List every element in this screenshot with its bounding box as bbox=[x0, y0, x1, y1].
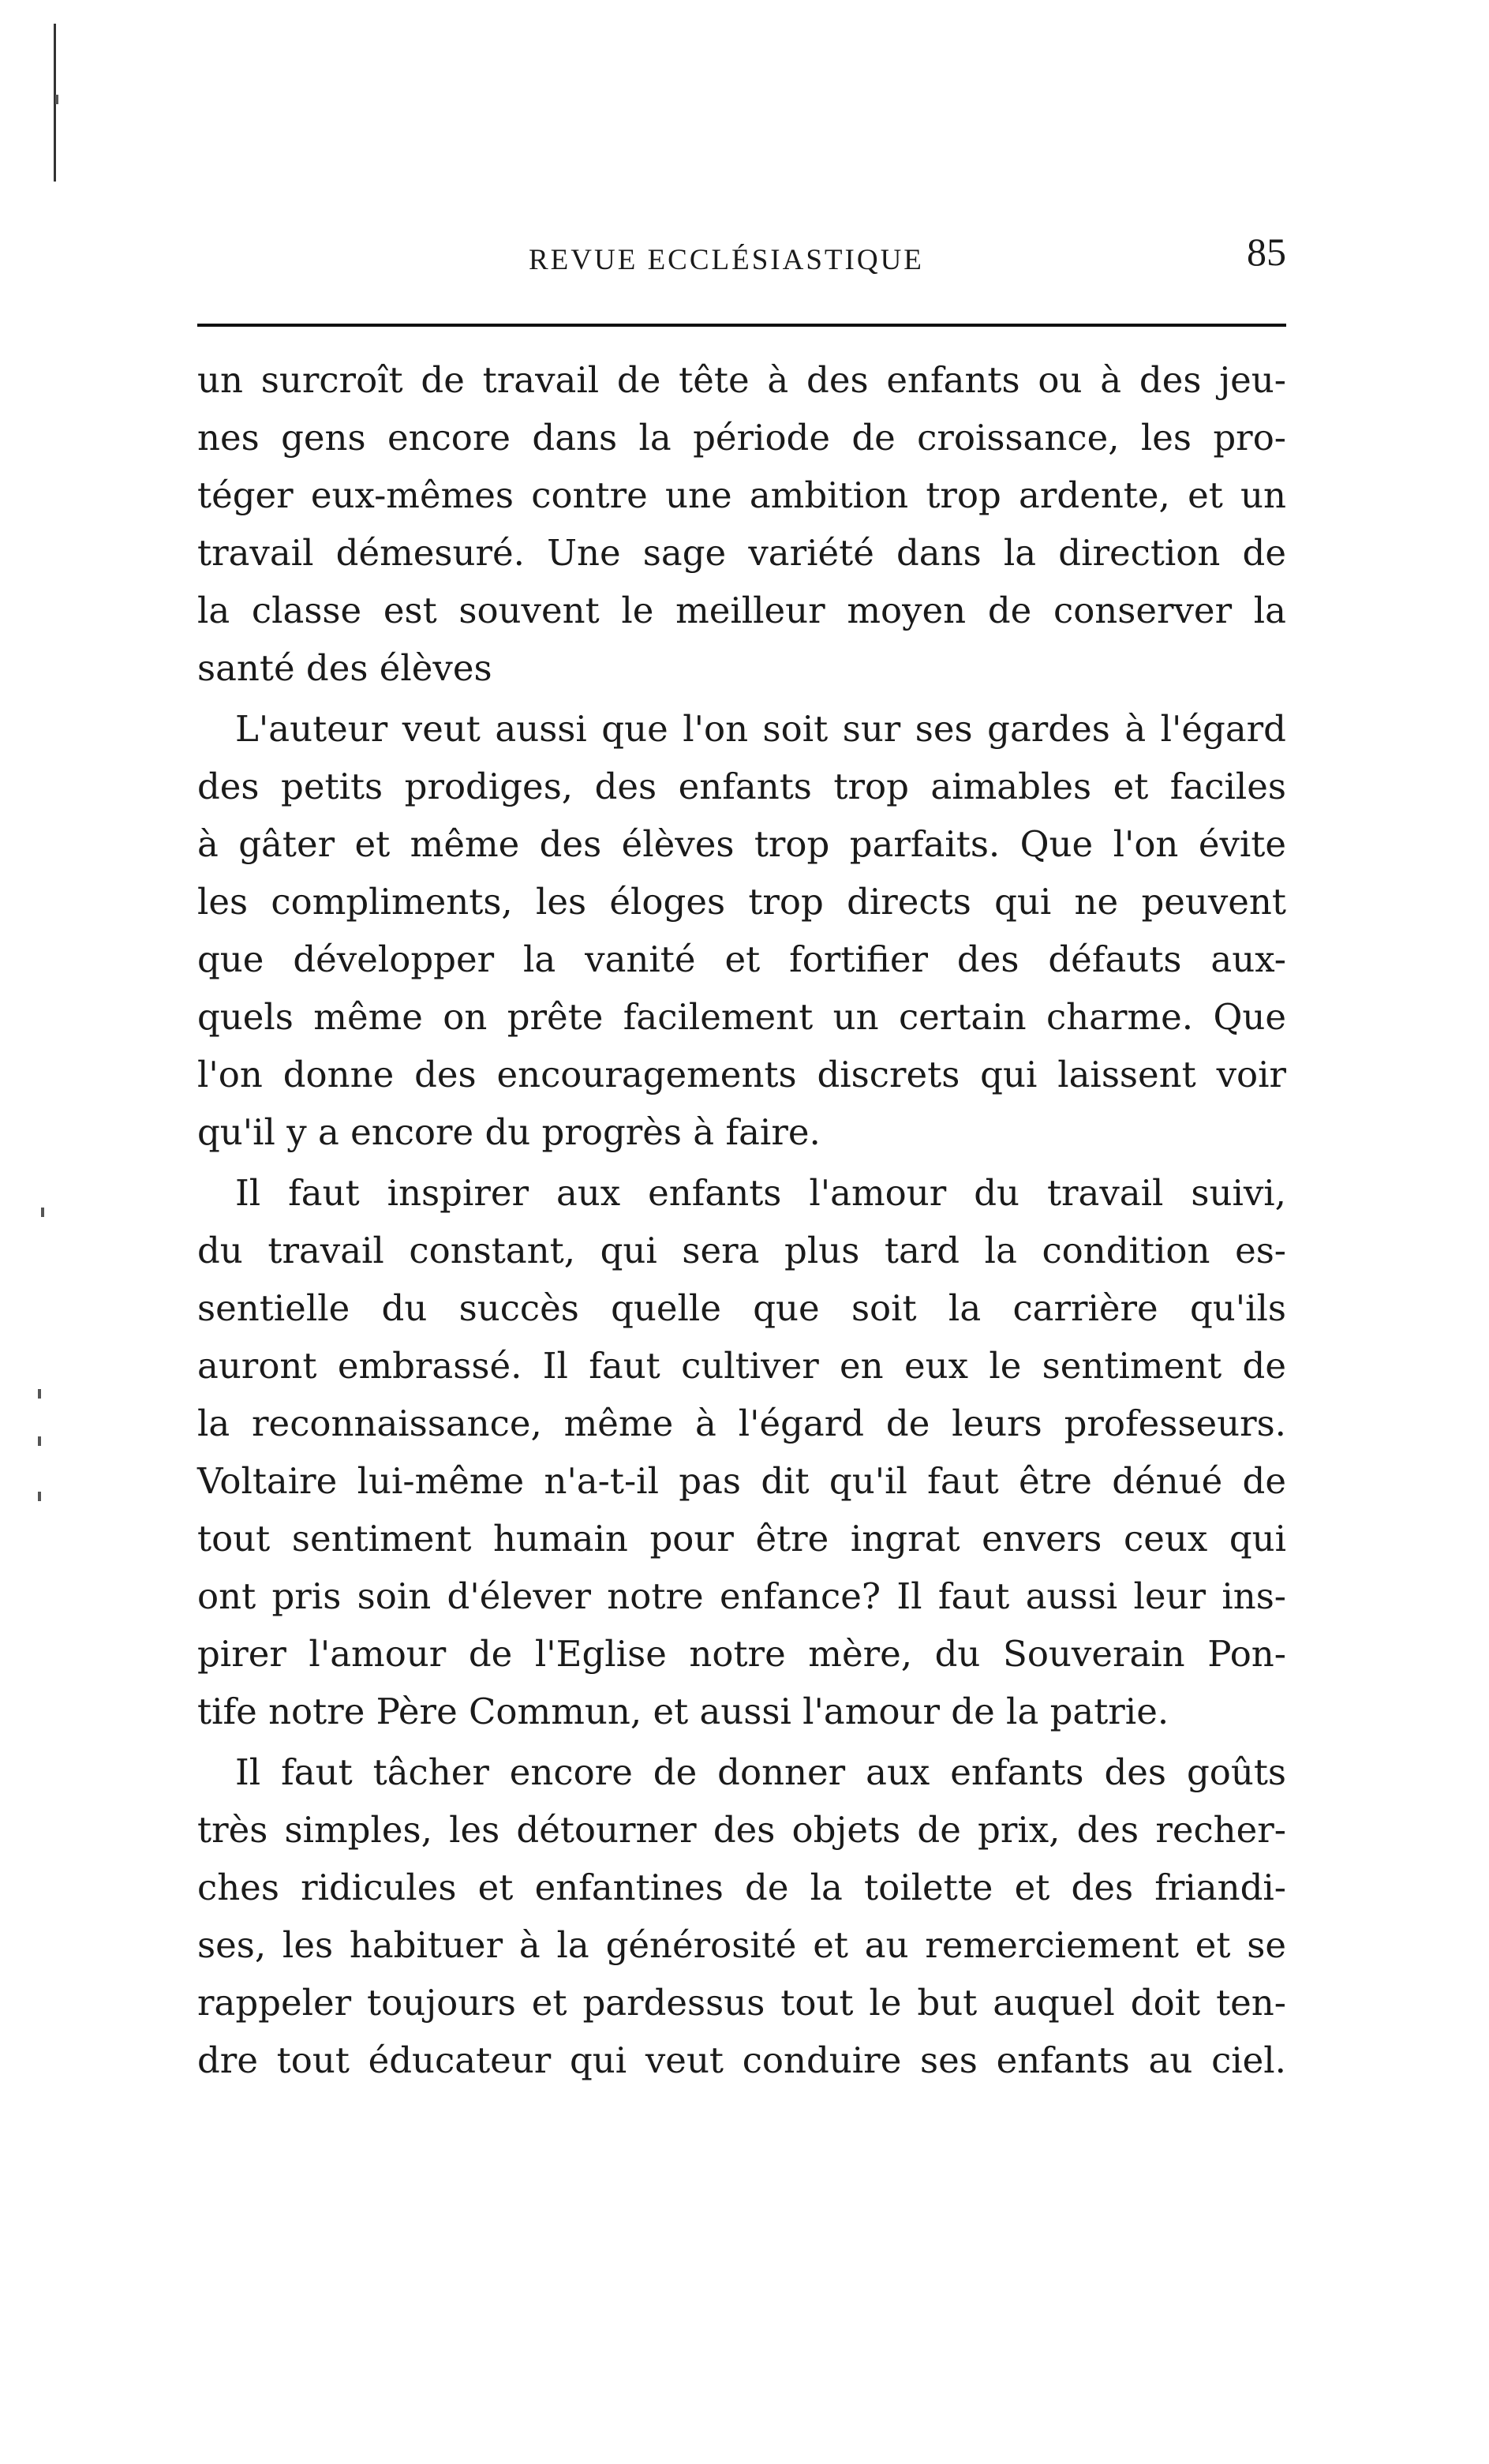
text-line: les compliments, les éloges trop directs qui ne peuvent bbox=[197, 881, 1286, 923]
running-title: REVUE ECCLÉSIASTIQUE bbox=[529, 244, 924, 276]
text-line: ont pris soin d'élever notre enfance? Il faut aussi leur ins- bbox=[197, 1575, 1286, 1617]
text-line: Il faut tâcher encore de donner aux enfants des goûts bbox=[235, 1751, 1286, 1793]
scan-speck bbox=[55, 95, 58, 104]
text-line: tout sentiment humain pour être ingrat envers ceux qui bbox=[197, 1518, 1286, 1560]
text-line: L'auteur veut aussi que l'on soit sur ses gardes à l'égard bbox=[235, 708, 1286, 750]
text-line: auront embrassé. Il faut cultiver en eux le sentiment de bbox=[197, 1345, 1286, 1387]
scan-speck bbox=[38, 1389, 41, 1399]
text-line: la reconnaissance, même à l'égard de leurs professeurs. bbox=[197, 1402, 1286, 1444]
page-number: 85 bbox=[1247, 230, 1286, 274]
text-line: du travail constant, qui sera plus tard la condition es- bbox=[197, 1230, 1286, 1271]
text-line: ches ridicules et enfantines de la toilette et des friandi- bbox=[197, 1867, 1286, 1908]
scan-speck bbox=[41, 1208, 44, 1217]
paragraph bbox=[197, 1164, 1286, 1740]
text-line: la classe est souvent le meilleur moyen de conserver la bbox=[197, 590, 1286, 631]
text-line: Voltaire lui-même n'a-t-il pas dit qu'il faut être dénué de bbox=[197, 1460, 1286, 1502]
text-line: qu'il y a encore du progrès à faire. bbox=[197, 1111, 821, 1153]
text-line: rappeler toujours et pardessus tout le but auquel doit ten- bbox=[197, 1982, 1286, 2024]
text-line: très simples, les détourner des objets de prix, des recher- bbox=[197, 1809, 1286, 1851]
text-line: nes gens encore dans la période de croissance, les pro- bbox=[197, 417, 1286, 459]
text-line: travail démesuré. Une sage variété dans la direction de bbox=[197, 532, 1286, 574]
text-line: dre tout éducateur qui veut conduire ses enfants au ciel. bbox=[197, 2039, 1286, 2081]
scan-speck bbox=[38, 1436, 41, 1446]
body-text bbox=[197, 351, 1286, 2089]
text-line: pirer l'amour de l'Eglise notre mère, du Souverain Pon- bbox=[197, 1633, 1286, 1675]
text-line: quels même on prête facilement un certain charme. Que bbox=[197, 996, 1286, 1038]
page-header bbox=[197, 229, 1286, 292]
text-line: tife notre Père Commun, et aussi l'amour de la patrie. bbox=[197, 1691, 1169, 1732]
text-line: à gâter et même des élèves trop parfaits. Que l'on évite bbox=[197, 823, 1286, 865]
text-line: que développer la vanité et fortifier des défauts aux- bbox=[197, 938, 1286, 980]
text-line: un surcroît de travail de tête à des enfants ou à des jeu- bbox=[197, 359, 1286, 401]
text-line: Il faut inspirer aux enfants l'amour du travail suivi, bbox=[235, 1172, 1286, 1214]
paragraph bbox=[197, 351, 1286, 697]
header-rule bbox=[197, 324, 1286, 327]
text-line: l'on donne des encouragements discrets qui laissent voir bbox=[197, 1054, 1286, 1095]
text-line: santé des élèves bbox=[197, 647, 492, 689]
text-line: téger eux-mêmes contre une ambition trop ardente, et un bbox=[197, 474, 1286, 516]
text-line: ses, les habituer à la générosité et au remerciement et se bbox=[197, 1924, 1286, 1966]
text-line: des petits prodiges, des enfants trop aimables et faciles bbox=[197, 766, 1286, 807]
text-line: sentielle du succès quelle que soit la carrière qu'ils bbox=[197, 1287, 1286, 1329]
paragraph bbox=[197, 700, 1286, 1161]
paragraph bbox=[197, 1743, 1286, 2089]
scan-speck bbox=[38, 1492, 41, 1501]
